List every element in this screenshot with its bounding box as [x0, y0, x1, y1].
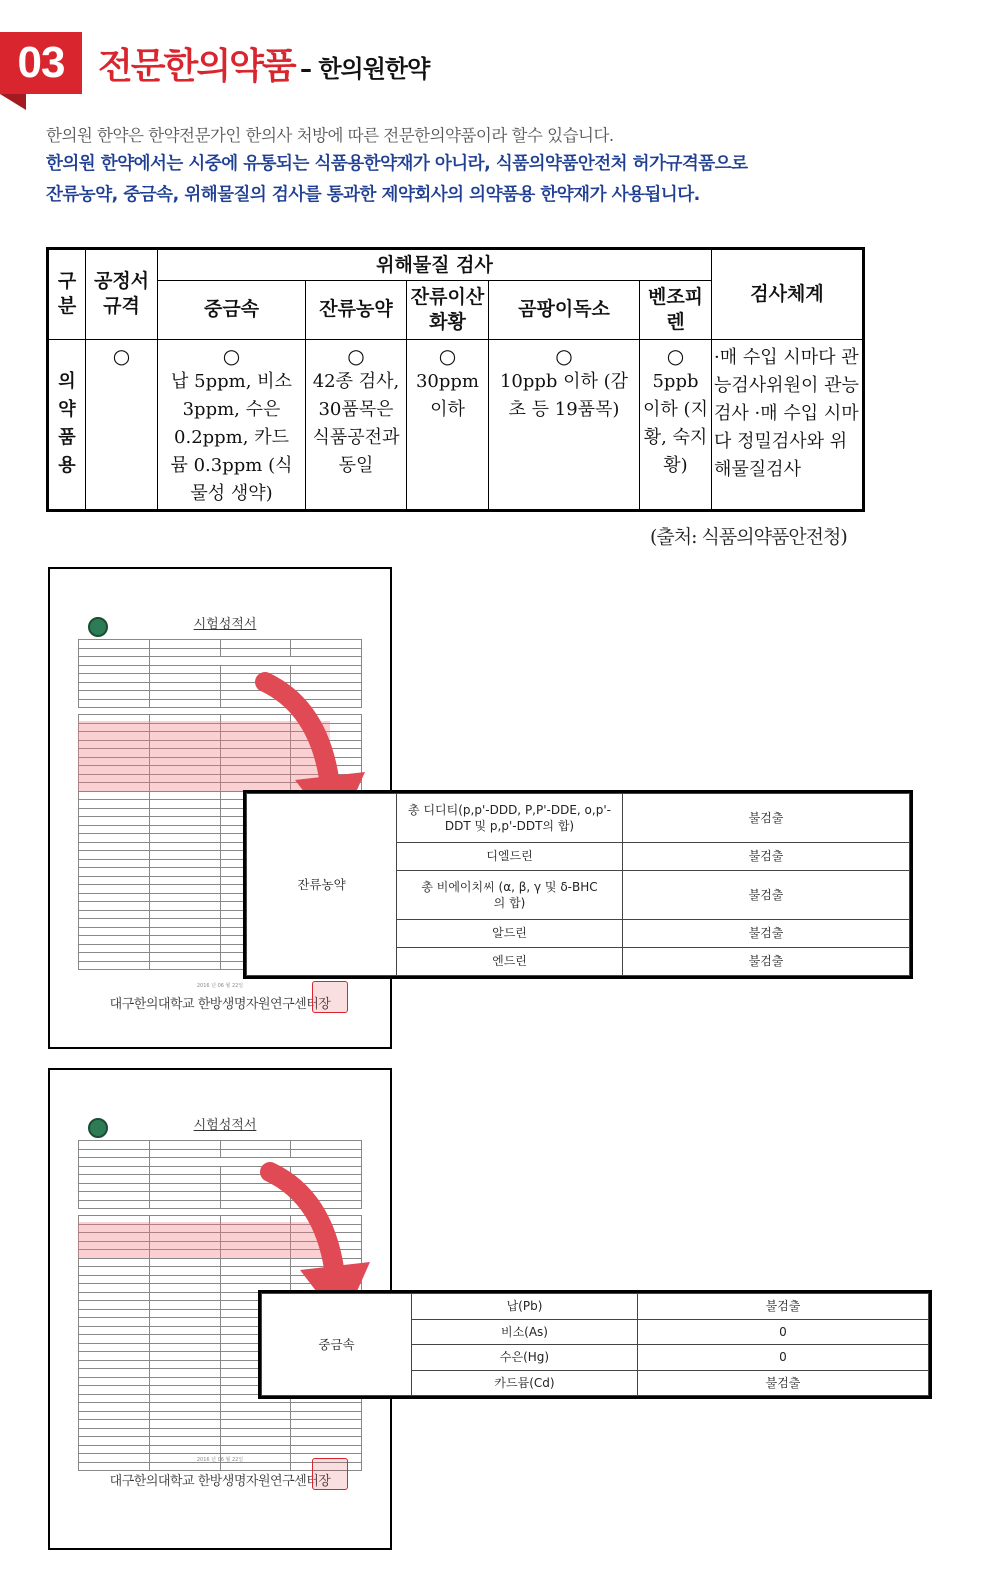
pesticide-zoom-table	[243, 790, 913, 979]
zoom-result: 불검출	[623, 919, 910, 947]
so2-cell	[407, 339, 489, 510]
section-badge-tail	[0, 94, 26, 110]
zoom-result: 불검출	[623, 842, 910, 870]
spec-cell	[86, 339, 158, 510]
circle-mark: ○	[438, 343, 457, 368]
header-spec: 공정서규격	[86, 249, 158, 340]
header-pesticide: 잔류농약	[306, 281, 407, 339]
circle-mark: ○	[666, 343, 685, 368]
section-title: 전문한의약품	[98, 46, 295, 87]
intro-line-1: 한의원 한약은 한약전문가인 한의사 처방에 따른 전문한의약품이라 할수 있습니다.	[46, 126, 614, 145]
certificate-issuer: 대구한의대학교 한방생명자원연구센터장	[109, 1474, 331, 1489]
zoom-category: 잔류농약	[247, 794, 397, 976]
heavy-metal-cell	[158, 339, 306, 510]
zoom-item: 총 비에이치씨 (α, β, γ 및 δ-BHC의 합)	[397, 870, 623, 919]
header-mycotoxin: 곰팡이독소	[489, 281, 640, 339]
header-category: 구분	[48, 249, 86, 340]
certificate-issuer: 대구한의대학교 한방생명자원연구센터장	[109, 997, 331, 1012]
zoom-item: 카드뮴(Cd)	[412, 1370, 638, 1396]
intro-text	[46, 123, 946, 211]
certificate-title: 시험성적서	[193, 617, 257, 632]
header-hazard: 위해물질 검사	[158, 249, 712, 281]
zoom-result: 0	[638, 1345, 929, 1371]
section-number-badge: 03	[0, 32, 82, 94]
heavy-metal-zoom-table	[258, 1290, 932, 1399]
pesticide-text: 42종 검사, 30품목은 식품공전과 동일	[312, 370, 400, 476]
seal-stamp	[312, 1458, 348, 1490]
zoom-result: 불검출	[638, 1294, 929, 1320]
zoom-item: 납(Pb)	[412, 1294, 638, 1320]
heavy-metal-text: 납 5ppm, 비소 3ppm, 수은 0.2ppm, 카드뮴 0.3ppm (식물성 생약)	[170, 370, 293, 504]
system-cell: ·매 수입 시마다 관능검사위원이 관능검사 ·매 수입 시마다 정밀검사와 위해물질검사	[712, 339, 864, 510]
circle-mark: ○	[555, 343, 573, 368]
zoom-item: 엔드린	[397, 947, 623, 975]
zoom-item: 수은(Hg)	[412, 1345, 638, 1371]
zoom-item: 총 디디티(p,p'-DDD, P,P'-DDE, o,p'-DDT 및 p,p'-DDT의 합)	[397, 794, 623, 843]
certificate-date: 2016 년 06 월 22일	[196, 1457, 244, 1463]
certificate-date: 2016 년 06 월 22일	[196, 983, 244, 989]
zoom-result: 불검출	[623, 870, 910, 919]
zoom-item: 비소(As)	[412, 1319, 638, 1345]
source-note: (출처: 식품의약품안전청)	[650, 526, 847, 548]
row-label: 의약품용	[48, 339, 86, 510]
pesticide-cell	[306, 339, 407, 510]
mycotoxin-cell	[489, 339, 640, 510]
section-subtitle: – 한의원한약	[300, 55, 430, 83]
header-system: 검사체계	[712, 249, 864, 340]
header-heavy-metal: 중금속	[158, 281, 306, 339]
header-so2: 잔류이산화황	[407, 281, 489, 339]
mycotoxin-text: 10ppb 이하 (감초 등 19품목)	[499, 370, 629, 420]
zoom-result: 불검출	[623, 947, 910, 975]
zoom-item: 디엘드린	[397, 842, 623, 870]
benzopyrene-cell	[640, 339, 712, 510]
zoom-result: 0	[638, 1319, 929, 1345]
circle-mark: ○	[112, 343, 131, 368]
header-benzopyrene: 벤조피렌	[640, 281, 712, 339]
circle-mark: ○	[222, 343, 241, 368]
intro-line-3: 잔류농약, 중금속, 위해물질의 검사를 통과한 제약회사의 의약품용 한약재가 사용됩니다.	[46, 185, 700, 205]
zoom-result: 불검출	[623, 794, 910, 843]
seal-stamp	[312, 981, 348, 1013]
circle-mark: ○	[347, 343, 365, 368]
certificate-title: 시험성적서	[193, 1118, 257, 1133]
zoom-result: 불검출	[638, 1370, 929, 1396]
so2-text: 30ppm 이하	[415, 370, 480, 420]
zoom-category: 중금속	[262, 1294, 412, 1396]
hazard-test-table	[46, 247, 865, 512]
benzopyrene-text: 5ppb 이하 (지황, 숙지황)	[643, 370, 708, 476]
zoom-item: 알드린	[397, 919, 623, 947]
intro-line-2: 한의원 한약에서는 시중에 유통되는 식품용한약재가 아니라, 식품의약품안전처 허가규격품으로	[46, 154, 748, 174]
